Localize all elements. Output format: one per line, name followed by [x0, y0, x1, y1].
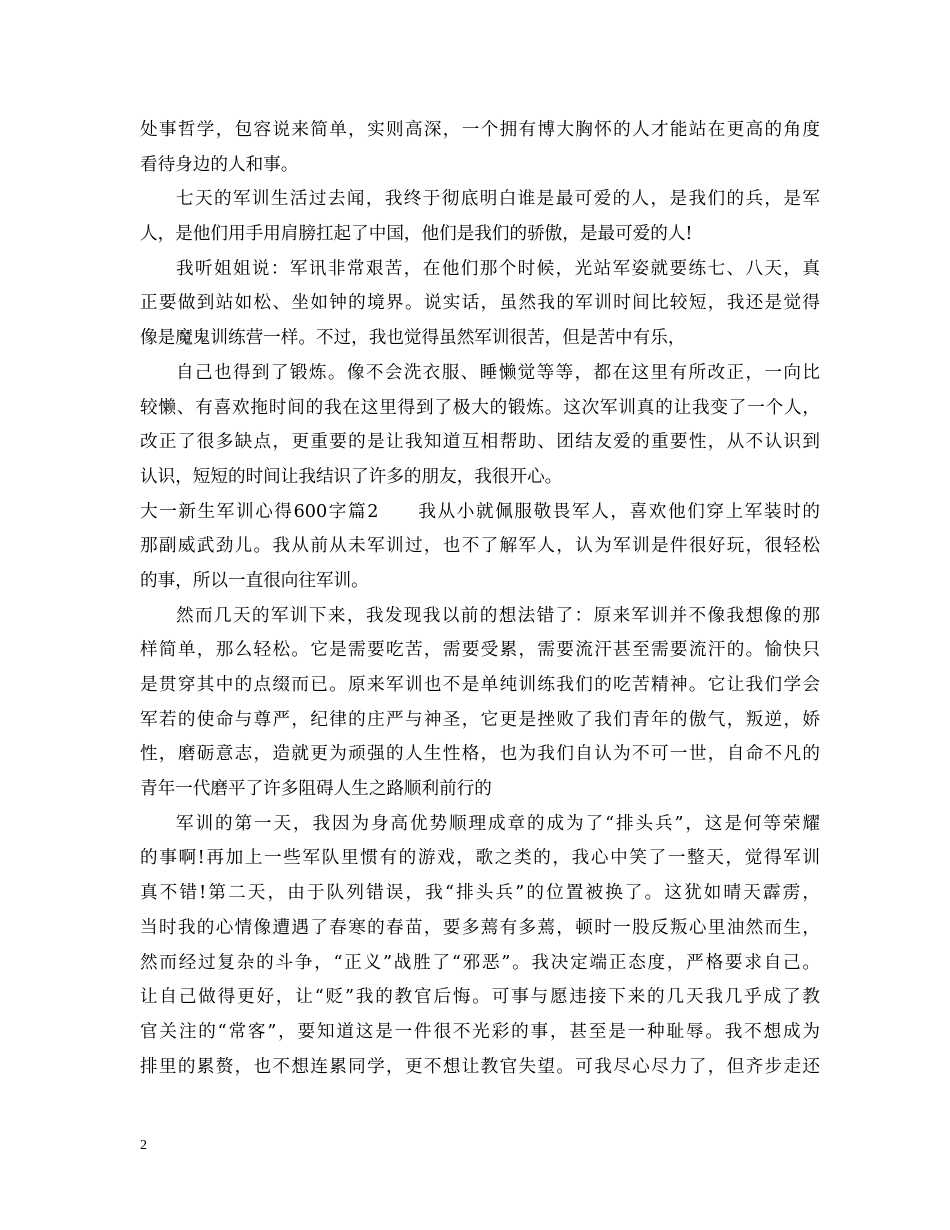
- text-line: 是贯穿其中的点缀而已。原来军训也不是单纯训练我们的吃苦精神。它让我们学会: [140, 675, 820, 695]
- text-line: 性，磨砺意志，造就更为顽强的人生性格，也为我们自认为不可一世，自命不凡的: [140, 744, 820, 765]
- text-line: 大一新生军训心得600字篇2 我从小就佩服敬畏军人，喜欢他们穿上军装时的: [140, 501, 820, 522]
- page-number: 2: [140, 1138, 147, 1153]
- text-line: 像是魔鬼训练营一样。不过，我也觉得虽然军训很苦，但是苦中有乐，: [140, 328, 686, 349]
- text-line: 的事，所以一直很向往军训。: [140, 570, 369, 591]
- text-line: 军训的第一天，我因为身高优势顺理成章的成为了“排头兵”，这是何等荣耀: [176, 813, 820, 834]
- text-line: 我听姐姐说：军讯非常艰苦，在他们那个时候，光站军姿就要练七、八天，真: [176, 258, 820, 279]
- text-line: 样简单，那么轻松。它是需要吃苦，需要受累，需要流汗甚至需要流汗的。愉快只: [140, 640, 820, 661]
- text-line: 然而经过复杂的斗争，“正义”战胜了“邪恶”。我决定端正态度，严格要求自己。: [140, 952, 820, 973]
- text-line: 认识，短短的时间让我结识了许多的朋友，我很开心。: [140, 466, 563, 487]
- text-line: 官关注的“常客”，要知道这是一件很不光彩的事，甚至是一种耻辱。我不想成为: [140, 1021, 820, 1042]
- text-line: 看待身边的人和事。: [140, 154, 299, 175]
- text-line: 自己也得到了锻炼。像不会洗衣服、睡懒觉等等，都在这里有所改正，一向比: [176, 362, 820, 383]
- text-line: 青年一代磨平了许多阻碍人生之路顺利前行的: [140, 779, 492, 800]
- text-line: 的事啊!再加上一些军队里惯有的游戏，歌之类的，我心中笑了一整天，觉得军训: [140, 848, 820, 869]
- document-body: [140, 113, 820, 1084]
- text-line: 排里的累赘，也不想连累同学，更不想让教官失望。可我尽心尽力了，但齐步走还: [140, 1056, 820, 1077]
- text-line: 改正了很多缺点，更重要的是让我知道互相帮助、团结友爱的重要性，从不认识到: [140, 432, 820, 453]
- text-line: 让自己做得更好，让“贬”我的教官后悔。可事与愿违接下来的几天我几乎成了教: [140, 987, 820, 1008]
- text-line: 处事哲学，包容说来简单，实则高深，一个拥有博大胸怀的人才能站在更高的角度: [140, 120, 820, 140]
- text-line: 人，是他们用手用肩膀扛起了中国，他们是我们的骄傲，是最可爱的人!: [140, 224, 693, 245]
- text-line: 真不错!第二天，由于队列错误，我“排头兵”的位置被换了。这犹如晴天霹雳，: [140, 883, 820, 904]
- text-line: 七天的军训生活过去闻，我终于彻底明白谁是最可爱的人，是我们的兵，是军: [176, 189, 820, 210]
- text-line: 军若的使命与尊严，纪律的庄严与神圣，它更是挫败了我们青年的傲气，叛逆，娇: [140, 709, 820, 730]
- text-line: 那副威武劲儿。我从前从未军训过，也不了解军人，认为军训是件很好玩，很轻松: [140, 536, 820, 557]
- text-line: 较懒、有喜欢拖时间的我在这里得到了极大的锻炼。这次军训真的让我变了一个人，: [140, 397, 820, 418]
- text-line: 然而几天的军训下来，我发现我以前的想法错了：原来军训并不像我想像的那: [176, 605, 820, 626]
- text-line: 当时我的心情像遭遇了春寒的春苗，要多蔫有多蔫，顿时一股反叛心里油然而生，: [140, 917, 820, 938]
- text-line: 正要做到站如松、坐如钟的境界。说实话，虽然我的军训时间比较短，我还是觉得: [140, 293, 820, 314]
